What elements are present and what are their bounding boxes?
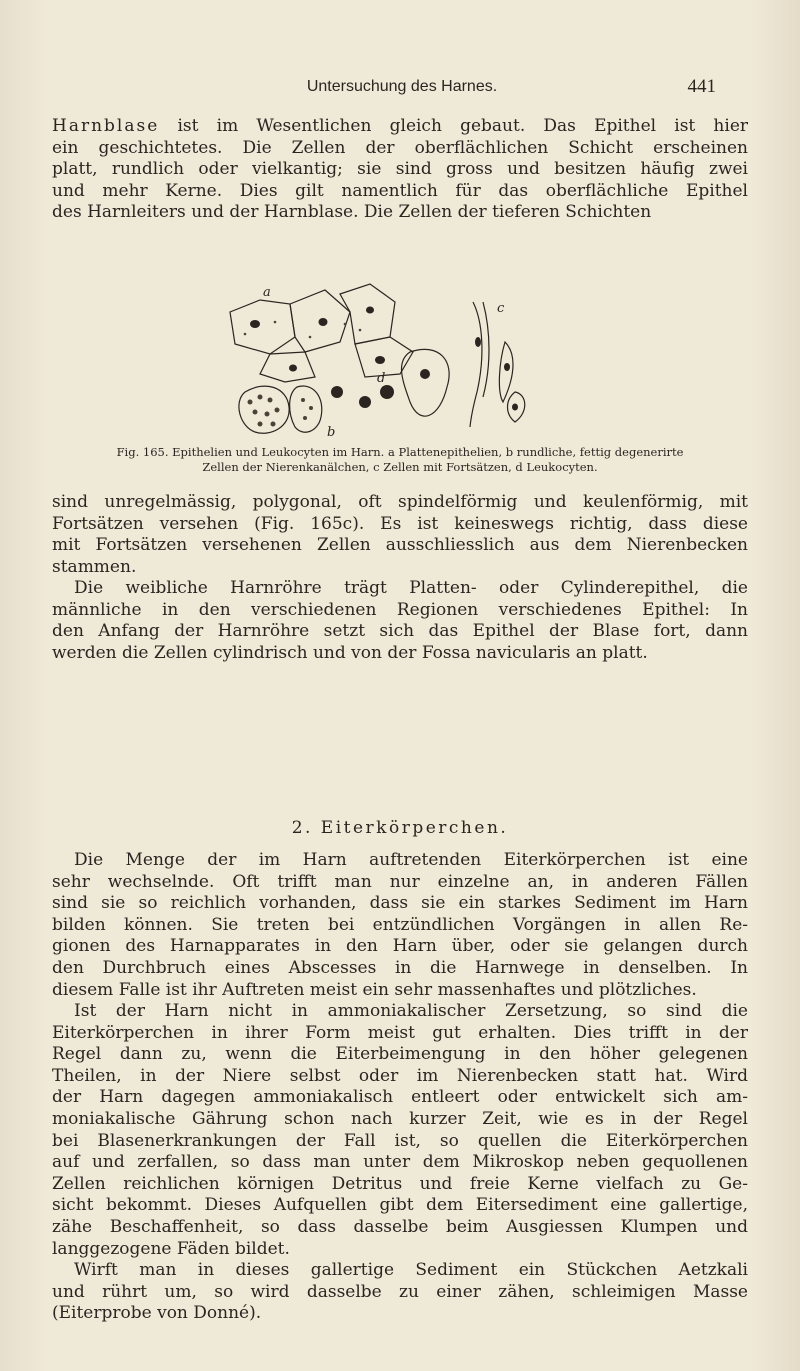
text-line: sicht bekommt. Dieses Aufquellen gibt dem Eitersediment eine gallertige, — [52, 1195, 748, 1216]
page-number: 441 — [687, 76, 716, 97]
paragraph-harnblase — [52, 116, 748, 224]
text-line: auf und zerfallen, so dass man unter dem Mikroskop neben gequollenen — [52, 1152, 748, 1173]
label-c: c — [497, 301, 505, 316]
text-line: männliche in den verschiedenen Regionen verschiedenes Epithel: In — [52, 599, 748, 620]
nucleus — [512, 404, 518, 411]
plate-cell — [230, 300, 295, 354]
nucleus — [366, 307, 374, 314]
nucleus — [250, 320, 260, 328]
text-line: Die Menge der im Harn auftretenden Eiterkörperchen ist eine — [74, 850, 748, 870]
text-line: stammen. — [52, 556, 137, 577]
label-d: d — [377, 371, 386, 386]
nucleus — [504, 363, 510, 371]
paragraph-fortsaetze — [52, 492, 748, 578]
text-line: (Eiterprobe von Donné). — [52, 1303, 262, 1324]
paragraph-eiterprobe — [52, 1260, 748, 1325]
text-line: sind unregelmässig, polygonal, oft spindelförmig und keulenförmig, mit — [52, 492, 748, 512]
leukocyte — [420, 369, 430, 379]
leukocyte — [331, 386, 343, 398]
text-line: und mehr Kerne. Dies gilt namentlich für das oberflächliche Epithel — [52, 180, 748, 201]
text-line: diesem Falle ist ihr Auftreten meist ein sehr massenhaftes und plötzliches. — [52, 979, 697, 1000]
tailed-cell — [499, 342, 513, 402]
text-line: Wirft man in dieses gallertige Sediment ein Stückchen Aetzkali — [74, 1260, 748, 1280]
nucleus — [319, 318, 328, 326]
text-line: Regel dann zu, wenn die Eiterbeimengung in den höher gelegenen — [52, 1044, 748, 1065]
term-harnblase: Harnblase — [52, 116, 160, 136]
text-line: der Harn dagegen ammoniakalisch entleert oder entwickelt sich am- — [52, 1087, 748, 1108]
text-line — [52, 116, 748, 138]
text-line: ein geschichtetes. Die Zellen der oberflächlichen Schicht erscheinen — [52, 137, 748, 158]
round-cell — [290, 386, 322, 432]
leukocyte — [359, 396, 371, 408]
text-line: mit Fortsätzen versehenen Zellen ausschliesslich aus dem Nierenbecken — [52, 535, 748, 556]
text-line: langgezogene Fäden bildet. — [52, 1238, 290, 1259]
running-title: Untersuchung des Harnes. — [306, 78, 498, 95]
tailed-cell — [483, 302, 489, 397]
text-line: gionen des Harnapparates in den Harn über, oder sie gelangen durch — [52, 936, 748, 957]
text-line: Die weibliche Harnröhre trägt Platten- oder Cylinderepithel, die — [74, 578, 748, 598]
text-line: sehr wechselnde. Oft trifft man nur einzelne an, in anderen Fällen — [52, 871, 748, 892]
running-header — [52, 76, 752, 102]
text-line: Eiterkörperchen in ihrer Form meist gut erhalten. Dies trifft in der — [52, 1022, 748, 1043]
text-line: des Harnleiters und der Harnblase. Die Zellen der tieferen Schichten — [52, 202, 652, 223]
plate-cell — [340, 284, 395, 344]
figure-165-illustration — [215, 282, 625, 440]
paragraph-zersetzung — [52, 1001, 748, 1260]
text-line: bei Blasenerkrankungen der Fall ist, so quellen die Eiterkörperchen — [52, 1130, 748, 1151]
text-line: bilden können. Sie treten bei entzündlichen Vorgängen in allen Re- — [52, 914, 748, 935]
figure-caption — [52, 445, 748, 475]
label-a: a — [263, 285, 271, 300]
text-line: moniakalische Gährung schon nach kurzer Zeit, wie es in der Regel — [52, 1108, 748, 1129]
text-line: werden die Zellen cylindrisch und von der Fossa navicularis an platt. — [52, 642, 648, 663]
text-line: platt, rundlich oder vielkantig; sie sind gross und besitzen häufig zwei — [52, 159, 748, 180]
leukocyte — [380, 385, 394, 399]
caption-line-1: Fig. 165. Epithelien und Leukocyten im Harn. a Plattenepithelien, b rundliche, fettig degenerirte — [116, 445, 684, 459]
text-line: Ist der Harn nicht in ammoniakalischer Zersetzung, so sind die — [74, 1001, 748, 1021]
text-line: Zellen reichlichen körnigen Detritus und freie Kerne vielfach zu Ge- — [52, 1173, 748, 1194]
nucleus — [375, 356, 385, 364]
text-line: zähe Beschaffenheit, so dass dasselbe beim Ausgiessen Klumpen und — [52, 1216, 748, 1237]
text-line-rest: ist im Wesentlichen gleich gebaut. Das Epithel ist hier — [177, 116, 749, 136]
nucleus — [289, 365, 297, 372]
plate-cell — [260, 352, 315, 382]
text-line: Fortsätzen versehen (Fig. 165c). Es ist keineswegs richtig, dass diese — [52, 513, 748, 534]
text-line: Theilen, in der Niere selbst oder im Nierenbecken statt hat. Wird — [52, 1065, 748, 1086]
text-line: den Anfang der Harnröhre setzt sich das Epithel der Blase fort, dann — [52, 621, 748, 642]
paragraph-harnroehre — [52, 578, 748, 664]
nucleus — [475, 337, 481, 347]
round-cell — [239, 386, 289, 433]
tailed-cell — [470, 302, 482, 427]
caption-line-2: Zellen der Nierenkanälchen, c Zellen mit Fortsätzen, d Leukocyten. — [202, 460, 598, 474]
section-heading: 2. Eiterkörperchen. — [291, 818, 509, 838]
text-line: den Durchbruch eines Abscesses in die Harnwege in denselben. In — [52, 957, 748, 978]
text-line: sind sie so reichlich vorhanden, dass sie ein starkes Sediment im Harn — [52, 893, 748, 914]
text-line: und rührt um, so wird dasselbe zu einer zähen, schleimigen Masse — [52, 1281, 748, 1302]
label-b: b — [327, 425, 336, 440]
paragraph-menge — [52, 850, 748, 1001]
